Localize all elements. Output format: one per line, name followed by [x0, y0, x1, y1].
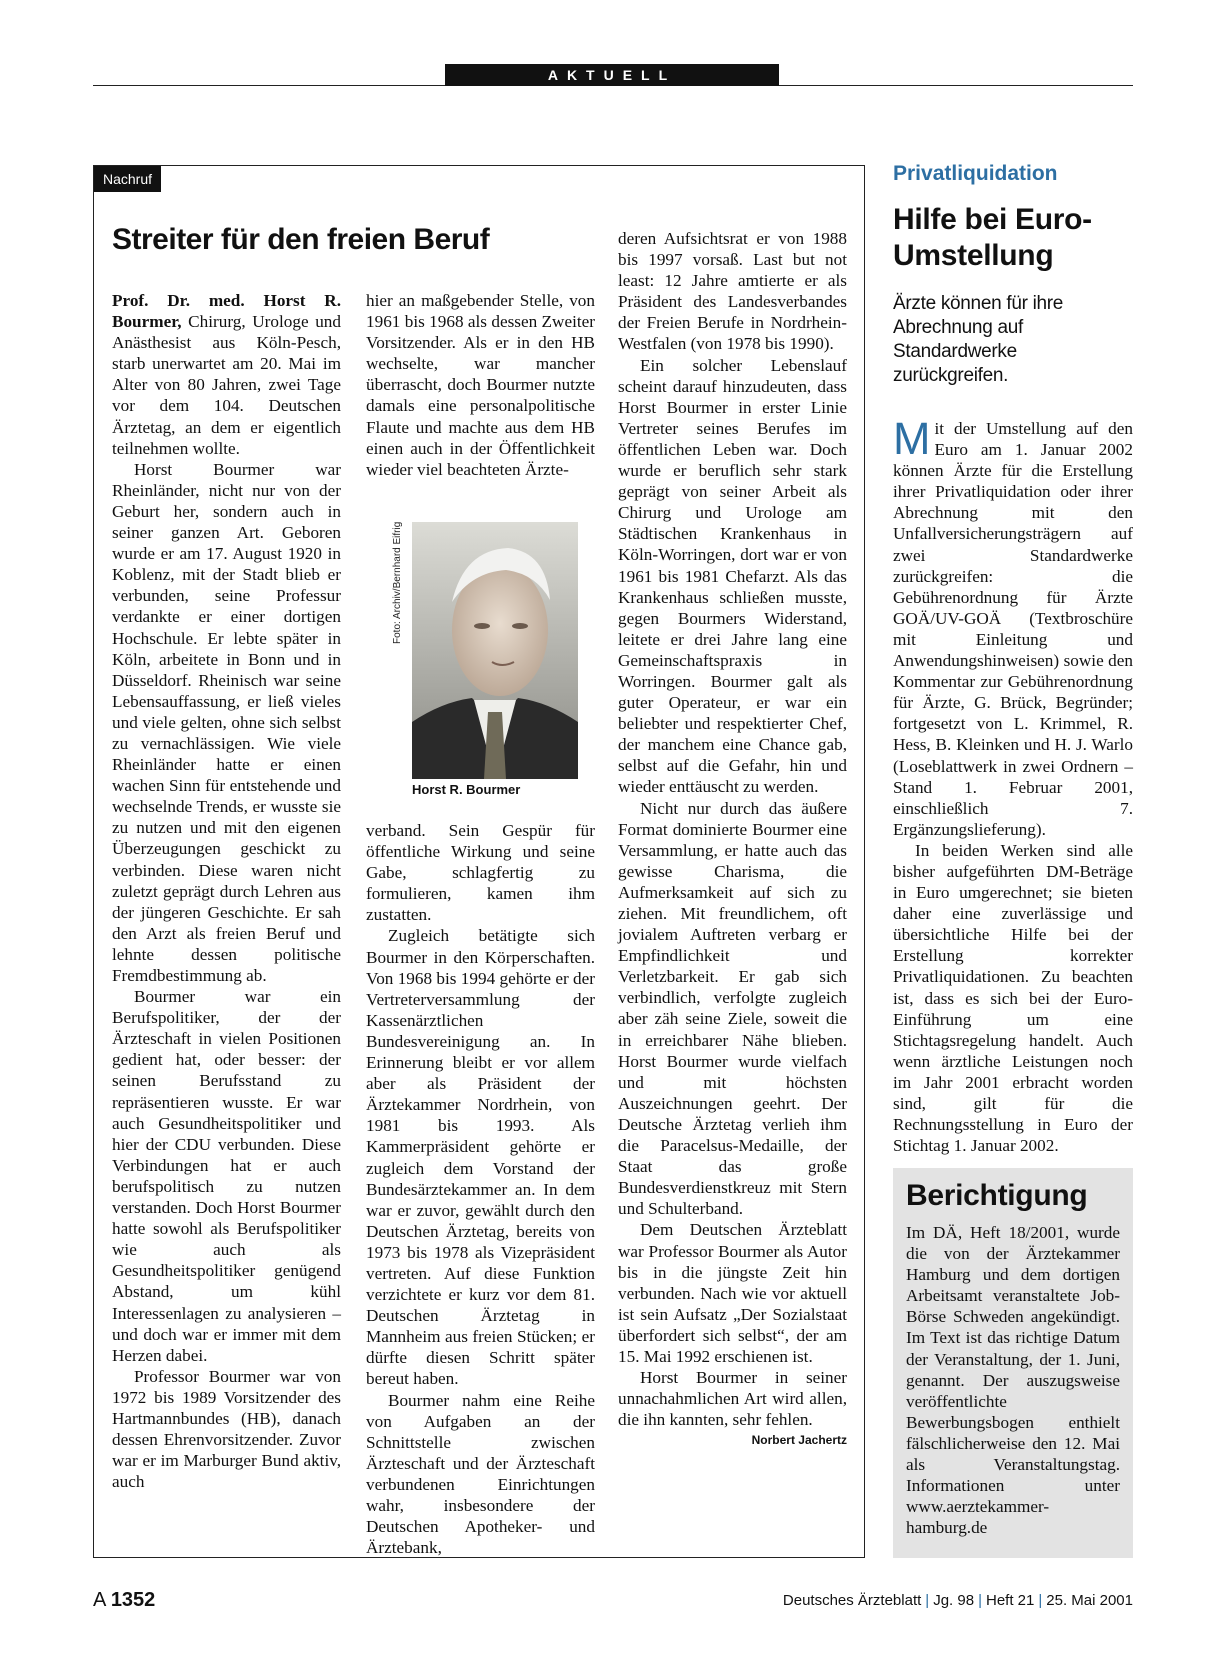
- journal-date: 25. Mai 2001: [1046, 1592, 1133, 1609]
- lead-name: Prof. Dr. med. Horst R. Bourmer,: [112, 291, 341, 332]
- footer-citation: [783, 1591, 1133, 1611]
- paragraph: Bourmer nahm eine Reihe von Aufgaben an der Schnittstelle zwischen Ärzteschaft und der Ärzteschaft verbundenen Einrichtungen wahr, insbesondere der Deutschen Apotheker- und Ärztebank,: [366, 1390, 595, 1558]
- paragraph-text: it der Umstellung auf den Euro am 1. Januar 2002 können Ärzte für die Erstellung ihrer Privatliquidation oder ihrer Abrechnung mit den Unfallversicherungsträgern auf zwei Standardwerke zurückgreifen: die Gebührenordnung für Ärzte GOÄ/UV-GOÄ (Textbroschüre mit Einleitung und Anwendungshinweisen) sowie den Kommentar zur Gebührenordnung für Ärzte, G. Brück, Begründer; fortgesetzt von L. Krimmel, R. Hess, B. Kleinken und H. J. Warlo (Loseblattwerk in zwei Ordnern – Stand 1. Februar 2001, einschließlich 7. Ergänzungslieferung).: [893, 419, 1133, 839]
- paragraph: hier an maßgebender Stelle, von 1961 bis 1968 als dessen Zweiter Vorsitzender. Als er in den HB wechselte, war mancher überrascht, doch Bourmer nutzte damals eine personalpolitische Flaute und machte aus dem HB einen auch in der Öffentlichkeit wieder viel beachteten Ärzte-: [366, 291, 595, 479]
- correction-box: [893, 1168, 1133, 1558]
- sidebar-kicker: Privatliquidation: [893, 162, 1058, 185]
- paragraph: Ein solcher Lebenslauf scheint darauf hinzudeuten, dass Horst Bourmer in erster Linie Vertreter seines Berufes im öffentlichen Leben war. Doch wurde er beruflich sehr stark geprägt von seiner Arbeit als Chirurg und Urologe am Städtischen Krankenhaus in Köln-Worringen, dort war er von 1961 bis 1981 Chefarzt. Als das Krankenhaus schließen musste, gegen Bourmers Widerstand, leitete er drei Jahre lang eine Gemeinschaftspraxis in Worringen. Bourmer galt als guter Operateur, er war ein beliebter und respektierter Chef, der manchem eine Chance gab, selbst auf die Gefahr, hin und wieder enttäuscht zu werden.: [618, 355, 847, 797]
- paragraph: Nicht nur durch das äußere Format dominierte Bourmer eine Versammlung, er hatte auch das gewisse Charisma, die Aufmerksamkeit auf sich zu ziehen. Mit freundlichem, oft jovialem Auftreten verbarg er Empfindlichkeit und Verletzbarkeit. Er gab sich verbindlich, verfolgte zugleich aber zäh seine Ziele, soweit die in erreichbarer Nähe blieben. Horst Bourmer wurde vielfach und mit höchsten Auszeichnungen geehrt. Der Deutsche Ärztetag verlieh ihm die Paracelsus-Medaille, der Staat das große Bundesverdienstkreuz mit Stern und Schulterband.: [618, 798, 847, 1219]
- obituary-article: [93, 165, 865, 1558]
- separator: |: [978, 1592, 982, 1609]
- correction-text: Im DÄ, Heft 18/2001, wurde die von der Ärztekammer Hamburg und dem dortigen Arbeitsamt veranstaltete Job-Börse Schweden angekündigt. Im Text ist das richtige Datum der Veranstaltung, der 1. Juni, genannt. Der auszugsweise veröffentlichte Bewerbungsbogen enthielt fälschlicherweise den 12. Mai als Veranstaltungstag. Informationen unter www.aerztekammer-hamburg.de: [906, 1223, 1120, 1538]
- sidebar-lead: Ärzte können für ihre Abrechnung auf Standardwerke zurückgreifen.: [893, 293, 1064, 386]
- paragraph: [618, 1367, 847, 1448]
- portrait-photo: [412, 522, 578, 779]
- photo-credit: Foto: Archiv/Bernhard Eifrig: [392, 521, 403, 644]
- sidebar-body: [893, 413, 1133, 1156]
- journal-name: Deutsches Ärzteblatt: [782, 1592, 922, 1609]
- obituary-title: Streiter für den freien Beruf: [112, 223, 490, 256]
- author-name: Norbert Jachertz: [751, 1433, 847, 1448]
- page-number-value: 1352: [110, 1589, 156, 1611]
- paragraph-text: Horst Bourmer in seiner unnachahmlichen Art wird allen, die ihn kannten, sehr fehlen.: [618, 1368, 847, 1430]
- paragraph-text: Chirurg, Urologe und Anästhesist aus Köln-Pesch, starb unerwartet am 20. Mai im Alter von 80 Jahren, zwei Tage vor dem 104. Deutschen Ärztetag, an dem er eigentlich teilnehmen wollte.: [112, 312, 341, 458]
- article-column-3: [618, 228, 847, 1451]
- journal-volume: Jg. 98: [933, 1592, 975, 1609]
- photo-caption: Horst R. Bourmer: [412, 782, 521, 797]
- paragraph: [112, 290, 341, 459]
- page-prefix: A: [93, 1589, 106, 1611]
- separator: |: [925, 1592, 930, 1609]
- separator: |: [1038, 1592, 1043, 1609]
- obituary-tag: Nachruf: [94, 166, 161, 192]
- article-column-1: [112, 290, 341, 1492]
- sidebar-title: Hilfe bei Euro-Umstellung: [893, 203, 1092, 272]
- paragraph: [893, 413, 1133, 840]
- page-number: [93, 1588, 155, 1612]
- drop-cap: M: [893, 413, 931, 464]
- paragraph: Dem Deutschen Ärzteblatt war Professor Bourmer als Autor bis in die jüngste Zeit hin verbunden. Nach wie vor aktuell ist sein Aufsatz „Der Sozialstaat überfordert sich selbst“, der am 15. Mai 1992 erschienen ist.: [618, 1220, 847, 1366]
- paragraph: Bourmer war ein Berufspolitiker, der der Ärzteschaft in vielen Positionen gedient hat, oder besser: der seinen Berufsstand zu repräsentieren wusste. Er war auch Gesundheitspolitiker und hier der CDU verbunden. Diese Verbindungen hat er auch berufspolitisch zu nutzen verstanden. Doch Horst Bourmer hatte sowohl als Berufspolitiker wie auch als Gesundheitspolitiker genügend Abstand, um kühl Interessenlagen zu analysieren – und doch war er immer mit dem Herzen dabei.: [112, 987, 341, 1365]
- portrait-image: [412, 522, 578, 779]
- correction-title: Berichtigung: [906, 1179, 1088, 1212]
- paragraph: deren Aufsichtsrat er von 1988 bis 1997 vorsaß. Last but not least: 12 Jahre amtierte er als Präsident des Landesverbandes der Freien Berufe in Nordrhein-Westfalen (von 1978 bis 1990).: [618, 229, 847, 354]
- journal-issue: Heft 21: [985, 1592, 1035, 1609]
- paragraph: Zugleich betätigte sich Bourmer in den Körperschaften. Von 1968 bis 1994 gehörte er der Vertreterversammlung der Kassenärztlichen Bundesvereinigung an. In Erinnerung bleibt er vor allem aber als Präsident der Ärztekammer Nordrhein, von 1981 bis 1993. Als Kammerpräsident gehörte er zugleich dem Vorstand der Bundesärztekammer an. In dem war er zuvor, gewählt durch den Deutschen Ärztetag, bereits von 1973 bis 1978 als Vizepräsident vertreten. Auf diese Funktion verzichtete er kurz vor dem 81. Deutschen Ärztetag in Mannheim aus freien Stücken; er dürfte diesen Schritt später bereut haben.: [366, 926, 595, 1389]
- paragraph: verband. Sein Gespür für öffentliche Wirkung und seine Gabe, schlagfertig zu formulieren, kamen ihm zustatten.: [366, 821, 595, 925]
- section-label: AKTUELL: [445, 64, 779, 86]
- paragraph: Horst Bourmer war Rheinländer, nicht nur von der Geburt her, sondern auch in seiner ganzen Art. Geboren wurde er am 17. August 1920 in Koblenz, mit der Stadt blieb er verbunden, seine Professur verdankte er einer dortigen Hochschule. Er lebte später in Köln, arbeitete in Bonn und in Düsseldorf. Rheinisch war seine Lebensauffassung, er ließ vieles und viele gelten, ohne sich selbst zu vernachlässigen. Wie viele Rheinländer hatte er einen wachen Sinn für entstehende und wechselnde Trends, er wusste sie zu nutzen und mit den eigenen Überzeugungen geschickt zu verbinden. Diese waren nicht zuletzt geprägt durch Lehren aus der jüngeren Geschichte. Er sah den Arzt als freien Beruf und lehnte dessen politische Fremdbestimmung ab.: [112, 459, 341, 985]
- article-column-2-top: [366, 290, 595, 480]
- article-column-2-bottom: [366, 820, 595, 1558]
- sidebar-article: [893, 160, 1133, 1156]
- paragraph: In beiden Werken sind alle bisher aufgeführten DM-Beträge in Euro umgerechnet; sie bieten daher eine zuverlässige und übersichtliche Hilfe bei der Erstellung korrekter Privatliquidationen. Zu beachten ist, dass es sich bei der Euro-Einführung um eine Stichtagsregelung handelt. Auch wenn ärztliche Leistungen noch im Jahr 2001 erbracht worden sind, gilt für die Rechnungsstellung in Euro der Stichtag 1. Januar 2002.: [893, 840, 1133, 1156]
- paragraph: Professor Bourmer war von 1972 bis 1989 Vorsitzender des Hartmannbundes (HB), danach dessen Ehrenvorsitzender. Zuvor war er im Marburger Bund aktiv, auch: [112, 1366, 341, 1492]
